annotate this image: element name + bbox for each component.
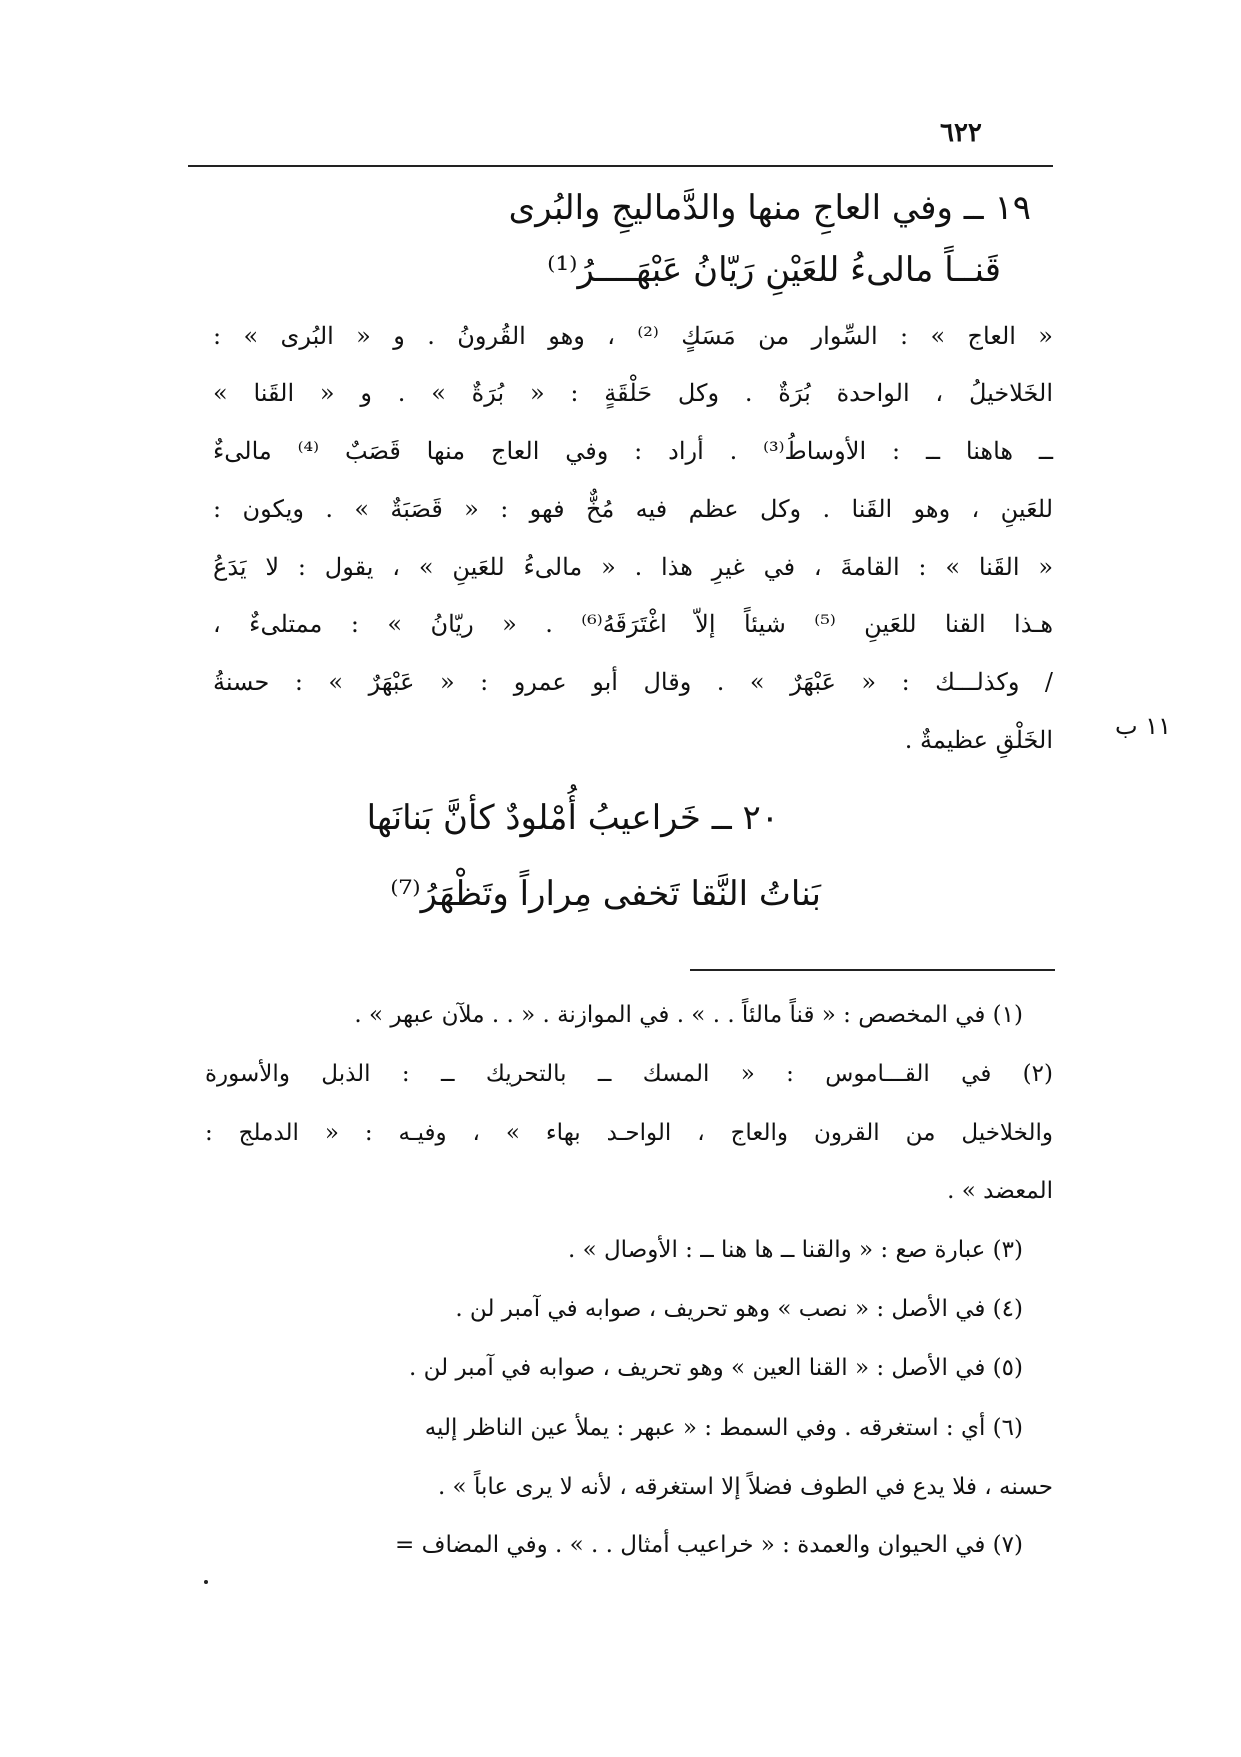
commentary-line-4: للعَينِ ، وهو القَنا . وكل عظم فيه مُخٌّ فهو : « قَصَبَةٌ » . ويكون : bbox=[213, 495, 1053, 523]
footnote-divider bbox=[690, 969, 1055, 971]
verse-20-line-2: بَناتُ النَّقا تَخفى مِراراً وتَظْهَرُ⁽⁷⁾ bbox=[390, 874, 821, 914]
stray-mark bbox=[204, 1580, 208, 1584]
footnote-5: (٥) في الأصل : « القنا العين » وهو تحريف ، صوابه في آمبر لن . bbox=[409, 1355, 1023, 1381]
commentary-line-6: هـذا القنا للعَينِ ⁽⁵⁾ شيئاً إلاّ اغْتَرَقَهُ⁽⁶⁾ . « ريّانُ » : ممتلىءٌ ، bbox=[213, 610, 1053, 638]
footnote-2-line-2: والخلاخيل من القرون والعاج ، الواحـد بهاء » ، وفيـه : « الدملج : bbox=[205, 1120, 1053, 1146]
commentary-line-7: / وكذلـــك : « عَبْهَرٌ » . وقال أبو عمرو : « عَبْهَرٌ » : حسنةُ bbox=[213, 668, 1053, 696]
verse-20-line-1: ٢٠ ــ خَراعيبُ أُمْلودٌ كأنَّ بَنانَها bbox=[366, 798, 779, 838]
footnote-3: (٣) عبارة صع : « والقنا ــ ها هنا ــ : الأوصال » . bbox=[567, 1237, 1023, 1263]
verse-19-line-1: ١٩ ــ وفي العاجِ منها والدَّماليجِ والبُرى bbox=[508, 188, 1031, 228]
page-number: ٦٢٢ bbox=[940, 118, 982, 148]
verse-19-line-2: قَنــاً مالىءُ للعَيْنِ رَيّانُ عَبْهَــــرُ⁽¹⁾ bbox=[547, 250, 1001, 290]
footnote-6-line-1: (٦) أي : استغرقه . وفي السمط : « عبهر : يملأ عين الناظر إليه bbox=[424, 1415, 1023, 1441]
footnote-6-line-2: حسنه ، فلا يدع في الطوف فضلاً إلا استغرقه ، لأنه لا يرى عاباً » . bbox=[437, 1474, 1053, 1500]
footnote-4: (٤) في الأصل : « نصب » وهو تحريف ، صوابه في آمبر لن . bbox=[455, 1296, 1023, 1322]
commentary-line-1: « العاج » : السِّوار من مَسَكٍ ⁽²⁾ ، وهو القُرونُ . و « البُرى » : bbox=[213, 322, 1053, 350]
commentary-line-2: الخَلاخيلُ ، الواحدة بُرَةٌ . وكل حَلْقَةٍ : « بُرَةٌ » . و « القَنا » bbox=[213, 379, 1053, 407]
footnote-2-line-3: المعضد » . bbox=[947, 1178, 1053, 1204]
header-divider bbox=[188, 165, 1053, 167]
commentary-line-3: ــ هاهنا ــ : الأوساطُ⁽³⁾ . أراد : وفي العاج منها قَصَبٌ ⁽⁴⁾ مالىءٌ bbox=[213, 437, 1053, 465]
footnote-1: (١) في المخصص : « قناً مالئاً . . » . في الموازنة . « . . ملآن عبهر » . bbox=[354, 1002, 1023, 1028]
commentary-line-8: الخَلْقِ عظيمةٌ . bbox=[904, 726, 1053, 754]
footnote-2-line-1: (٢) في القـــاموس : « المسك ــ بالتحريك ــ : الذبل والأسورة bbox=[205, 1061, 1053, 1087]
margin-folio-note: ١١ ب bbox=[1115, 712, 1172, 740]
footnote-7: (٧) في الحيوان والعمدة : « خراعيب أمثال . . » . وفي المضاف = bbox=[395, 1532, 1023, 1558]
commentary-line-5: « القَنا » : القامةَ ، في غيرِ هذا . « مالىءُ للعَينِ » ، يقول : لا يَدَعُ bbox=[213, 553, 1053, 581]
